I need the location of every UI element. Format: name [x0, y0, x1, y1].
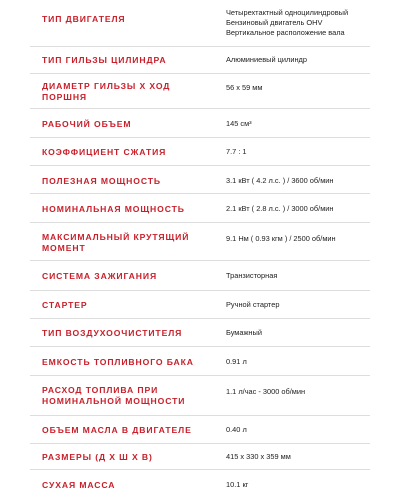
spec-value: 415 x 330 x 359 мм: [226, 452, 291, 461]
spec-row: [0, 376, 400, 416]
spec-label: ТИП ГИЛЬЗЫ ЦИЛИНДРА: [42, 55, 167, 65]
spec-value: Алюминиевый цилиндр: [226, 55, 307, 64]
spec-row: [0, 291, 400, 319]
spec-row: [0, 470, 400, 500]
spec-value: 56 x 59 мм: [226, 83, 263, 92]
spec-row: [0, 261, 400, 291]
spec-value: 0.91 л: [226, 357, 247, 366]
spec-value: Бумажный: [226, 328, 262, 337]
spec-row: [0, 109, 400, 138]
spec-row: [0, 74, 400, 109]
spec-row: [0, 47, 400, 74]
spec-value: Ручной стартер: [226, 300, 280, 309]
spec-label: СУХАЯ МАССА: [42, 480, 116, 490]
spec-label: КОЭФФИЦИЕНТ СЖАТИЯ: [42, 147, 167, 157]
spec-label: СТАРТЕР: [42, 300, 88, 310]
spec-row: [0, 416, 400, 444]
spec-label: МАКСИМАЛЬНЫЙ КРУТЯЩИЙ МОМЕНТ: [42, 232, 190, 253]
spec-label: ПОЛЕЗНАЯ МОЩНОСТЬ: [42, 176, 161, 186]
spec-value: Транзисторная: [226, 271, 278, 280]
spec-value: 145 см³: [226, 119, 252, 128]
spec-row: [0, 444, 400, 470]
spec-value: 1.1 л/час - 3000 об/мин: [226, 387, 306, 396]
spec-value: 7.7 : 1: [226, 147, 247, 156]
spec-row: [0, 347, 400, 376]
spec-label: ТИП ВОЗДУХООЧИСТИТЕЛЯ: [42, 328, 183, 338]
spec-value: 3.1 кВт ( 4.2 л.с. ) / 3600 об/мин: [226, 176, 334, 185]
spec-value: 10.1 кг: [226, 480, 249, 489]
spec-row: [0, 319, 400, 347]
spec-value: 2.1 кВт ( 2.8 л.с. ) / 3000 об/мин: [226, 204, 334, 213]
spec-row: [0, 166, 400, 194]
spec-label: РАСХОД ТОПЛИВА ПРИ НОМИНАЛЬНОЙ МОЩНОСТИ: [42, 385, 186, 406]
spec-label: РАБОЧИЙ ОБЪЕМ: [42, 119, 132, 129]
spec-label: ДИАМЕТР ГИЛЬЗЫ Х ХОД ПОРШНЯ: [42, 81, 171, 102]
spec-label: РАЗМЕРЫ (Д Х Ш Х В): [42, 452, 153, 462]
spec-label: ТИП ДВИГАТЕЛЯ: [42, 14, 126, 24]
spec-row: [0, 0, 400, 47]
spec-label: СИСТЕМА ЗАЖИГАНИЯ: [42, 271, 158, 281]
spec-value: Четырехтактный одноцилиндровый Бензиновый двигатель OHV Вертикальное расположение вала: [226, 8, 349, 37]
spec-row: [0, 138, 400, 166]
spec-label: ОБЪЕМ МАСЛА В ДВИГАТЕЛЕ: [42, 425, 192, 435]
spec-label: НОМИНАЛЬНАЯ МОЩНОСТЬ: [42, 204, 185, 214]
spec-row: [0, 223, 400, 261]
spec-value: 0.40 л: [226, 425, 247, 434]
spec-label: ЕМКОСТЬ ТОПЛИВНОГО БАКА: [42, 357, 194, 367]
spec-row: [0, 194, 400, 223]
spec-value: 9.1 Нм ( 0.93 кгм ) / 2500 об/мин: [226, 234, 336, 243]
